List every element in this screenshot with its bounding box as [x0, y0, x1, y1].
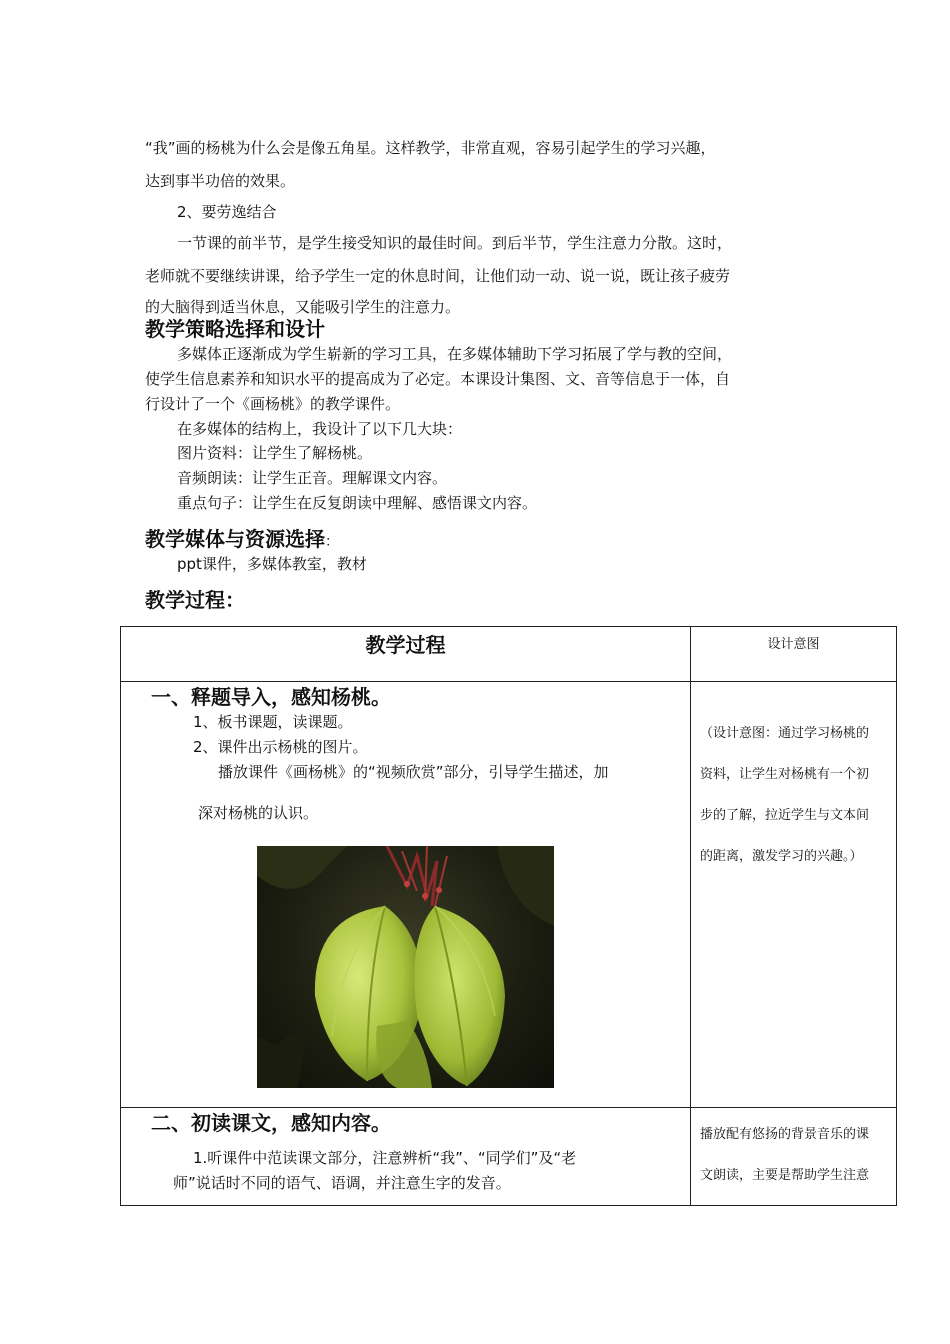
table-header-intent	[691, 627, 897, 682]
row1-intent-line-4: 的距离，激发学习的兴趣。）	[700, 849, 863, 864]
media-heading: 教学媒体与资源选择：	[145, 527, 339, 551]
row2-intent-line-1: 播放配有悠扬的背景音乐的课	[700, 1127, 870, 1142]
row2-process-cell	[121, 1108, 691, 1206]
table-header-process	[121, 627, 691, 682]
intro-line-1: “我”画的杨桃为什么会是像五角星。这样教学，非常直观，容易引起学生的学习兴趣，	[145, 139, 716, 157]
strategy-line-3: 行设计了一个《画杨桃》的教学课件。	[145, 395, 401, 413]
row1-process-cell	[121, 682, 691, 1108]
table-row	[121, 1108, 897, 1206]
row1-item-3-line-2: 深对杨桃的认识。	[198, 804, 319, 822]
row2-intent-line-2: 文朗读，主要是帮助学生注意	[700, 1168, 870, 1183]
col2-header: 设计意图	[767, 637, 820, 652]
row1-item-1: 1、板书课题，读课题。	[193, 713, 353, 731]
strategy-line-6: 音频朗读：让学生正音。理解课文内容。	[177, 469, 448, 487]
table-header-row	[121, 627, 897, 682]
process-heading: 教学过程：	[145, 588, 245, 612]
row2-item-1-line-1: 1.听课件中范读课文部分，注意辨析“我”、“同学们”及“老	[193, 1149, 577, 1167]
col1-header: 教学过程	[365, 633, 446, 657]
intro-line-5: 的大脑得到适当休息，又能吸引学生的注意力。	[145, 298, 461, 316]
starfruit-illustration	[257, 846, 554, 1088]
intro-line-4: 老师就不要继续讲课，给予学生一定的休息时间，让他们动一动、说一说，既让孩子疲劳	[145, 267, 731, 285]
row1-intent-line-2: 资料，让学生对杨桃有一个初	[700, 767, 870, 782]
row1-intent-line-1: （设计意图：通过学习杨桃的	[700, 726, 870, 741]
table-row	[121, 682, 897, 1108]
intro-subheading: 2、要劳逸结合	[177, 203, 277, 221]
strategy-line-4: 在多媒体的结构上，我设计了以下几大块：	[177, 420, 463, 438]
row1-intent-line-3: 步的了解，拉近学生与文本间	[700, 808, 870, 823]
row1-item-2: 2、课件出示杨桃的图片。	[193, 738, 368, 756]
row1-item-3-line-1: 播放课件《画杨桃》的“视频欣赏”部分，引导学生描述，加	[218, 763, 609, 781]
strategy-line-1: 多媒体正逐渐成为学生崭新的学习工具，在多媒体辅助下学习拓展了学与教的空间，	[177, 345, 733, 363]
row2-intent-cell	[691, 1108, 897, 1206]
strategy-line-2: 使学生信息素养和知识水平的提高成为了必定。本课设计集图、文、音等信息于一体，自	[145, 370, 731, 388]
media-heading-colon: ：	[325, 534, 339, 550]
strategy-line-5: 图片资料：让学生了解杨桃。	[177, 444, 373, 462]
strategy-heading: 教学策略选择和设计	[145, 317, 325, 341]
strategy-line-7: 重点句子：让学生在反复朗读中理解、感悟课文内容。	[177, 494, 538, 512]
starfruit-photo	[257, 846, 554, 1088]
row2-title: 二、初读课文，感知内容。	[151, 1111, 391, 1135]
row1-intent-cell	[691, 682, 897, 1108]
intro-line-3: 一节课的前半节，是学生接受知识的最佳时间。到后半节，学生注意力分散。这时，	[177, 234, 733, 252]
row2-item-1-line-2: 师”说话时不同的语气、语调，并注意生字的发音。	[173, 1174, 511, 1192]
media-text: ppt课件，多媒体教室，教材	[177, 555, 367, 573]
intro-line-2: 达到事半功倍的效果。	[145, 172, 296, 190]
row1-title: 一、释题导入，感知杨桃。	[151, 685, 391, 709]
process-table	[120, 626, 897, 1206]
